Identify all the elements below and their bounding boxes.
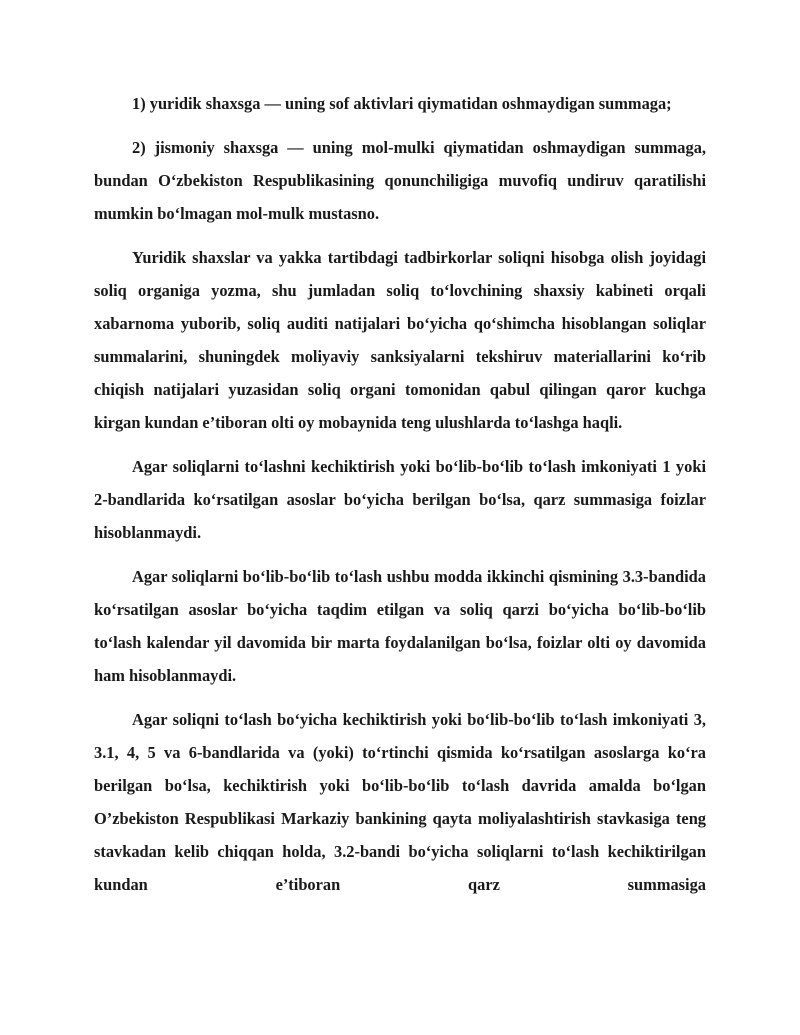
paragraph-six-months: Agar soliqlarni bo‘lib-bo‘lib to‘lash ushbu modda ikkinchi qismining 3.3-bandida ko‘rsatilgan asoslar bo‘yicha taqdim etilgan va soliq qarzi bo‘yicha bo‘lib-bo‘lib to‘lash kalendar yil davomida bir marta foydalanilgan bo‘lsa, foizlar olti oy davomida ham hisoblanmaydi.: [94, 567, 706, 685]
document-body: [94, 87, 706, 901]
paragraph-item-1: 1) yuridik shaxsga — uning sof aktivlari qiymatidan oshmaydigan summaga;: [132, 94, 672, 113]
paragraph-installment-right: Yuridik shaxslar va yakka tartibdagi tadbirkorlar soliqni hisobga olish joyidagi soliq organiga yozma, shu jumladan soliq to‘lovchining shaxsiy kabineti orqali xabarnoma yuborib, soliq auditi natijalari bo‘yicha qo‘shimcha hisoblangan soliqlar summalarini, shuningdek moliyaviy sanksiyalarni tekshiruv materiallarini ko‘rib chiqish natijalari yuzasidan soliq organi tomonidan qabul qilingan qaror kuchga kirgan kundan e’tiboran olti oy mobaynida teng ulushlarda to‘lashga haqli.: [94, 248, 706, 432]
paragraph-no-interest: Agar soliqlarni to‘lashni kechiktirish yoki bo‘lib-bo‘lib to‘lash imkoniyati 1 yoki 2-bandlarida ko‘rsatilgan asoslar bo‘yicha berilgan bo‘lsa, qarz summasiga foizlar hisoblanmaydi.: [94, 457, 706, 542]
paragraph-refinancing-rate: Agar soliqni to‘lash bo‘yicha kechiktirish yoki bo‘lib-bo‘lib to‘lash imkoniyati 3, 3.1, 4, 5 va 6-bandlarida va (yoki) to‘rtinchi qismida ko‘rsatilgan asoslarga ko‘ra berilgan bo‘lsa, kechiktirish yoki bo‘lib-bo‘lib to‘lash davrida amalda bo‘lgan O’zbekiston Respublikasi Markaziy bankining qayta moliyalashtirish stavkasiga teng stavkadan kelib chiqqan holda, 3.2-bandi bo‘yicha soliqlarni to‘lash kechiktirilgan kundan e’tiboran qarz summasiga: [94, 710, 706, 894]
paragraph-item-2: 2) jismoniy shaxsga — uning mol-mulki qiymatidan oshmaydigan summaga, bundan O‘zbekiston Respublikasining qonunchiligiga muvofiq undiruv qaratilishi mumkin bo‘lmagan mol-mulk mustasno.: [94, 138, 706, 223]
